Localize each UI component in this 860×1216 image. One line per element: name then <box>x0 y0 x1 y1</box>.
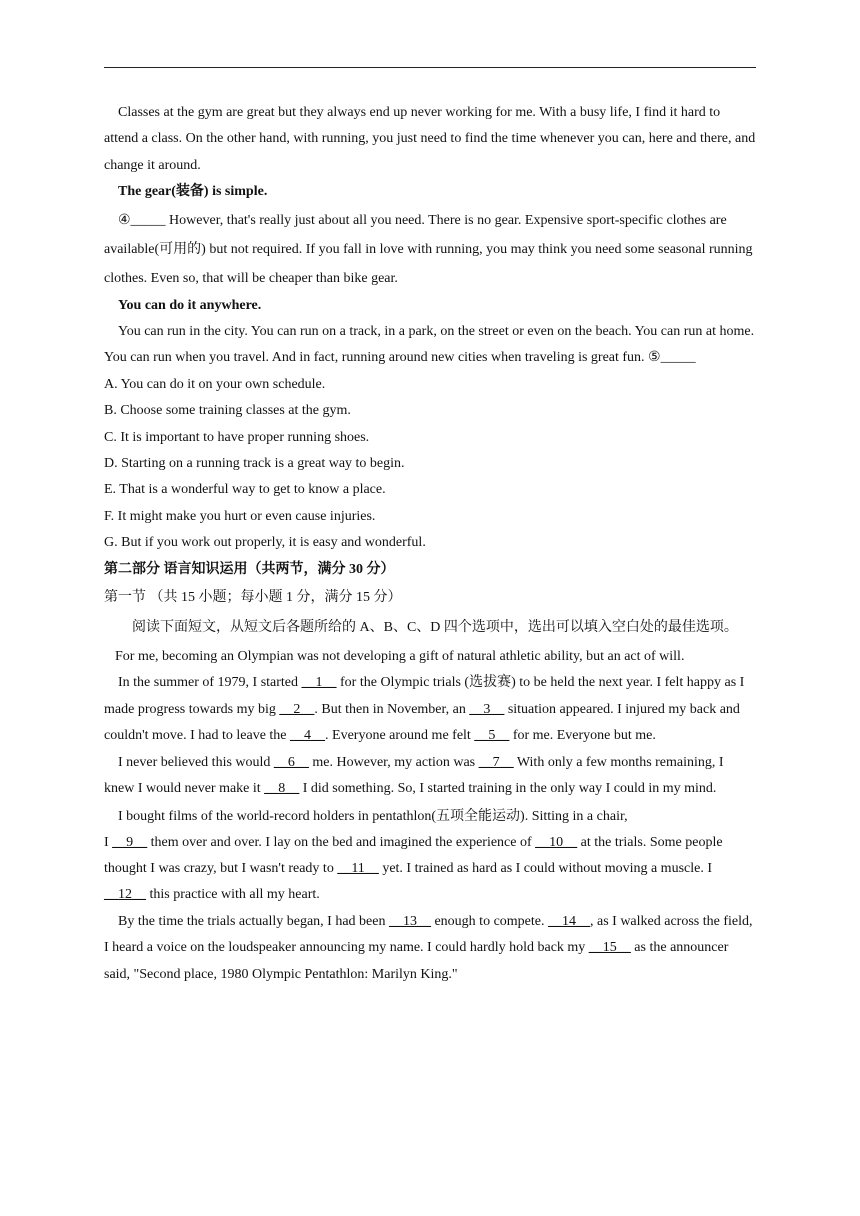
cloze-text: I never believed this would <box>118 754 274 770</box>
subheading-anywhere: You can do it anywhere. <box>118 297 262 313</box>
cloze-text: them over and over. I lay on the bed and imagined the experience of <box>147 834 536 850</box>
option-f: F. It might make you hurt or even cause injuries. <box>104 508 376 524</box>
cloze-paragraph-4 <box>104 909 756 988</box>
header-rule <box>104 67 756 68</box>
blank-7: __7__ <box>478 754 514 770</box>
blank-6: __6__ <box>273 754 309 770</box>
cloze-text: situation appeared. I injured my back and couldn't move. I had to leave the <box>104 701 740 744</box>
cloze-text: me. However, my action was <box>308 754 479 770</box>
option-e: E. That is a wonderful way to get to know a place. <box>104 482 386 498</box>
cloze-text: at the trials. Some people thought I was crazy, but I wasn't ready to <box>104 834 723 876</box>
cloze-text: I did something. So, I started training in the only way I could in my mind. <box>299 781 717 797</box>
passage-paragraph-3: You can run in the city. You can run on a track, in a park, on the street or even on the beach. You can run at home. You can run when you travel. And in fact, running around new cities when traveling is great fun. ⑤_____ <box>104 324 755 366</box>
cloze-paragraph-1 <box>104 670 756 750</box>
cloze-instruction: 阅读下面短文，从短文后各题所给的 A、B、C、D 四个选项中，选出可以填入空白处的最佳选项。 <box>132 619 738 635</box>
blank-9: __9__ <box>112 834 148 850</box>
cloze-text: , as I walked across the field, I heard a voice on the loudspeaker announcing my name. I could hardly hold back my <box>104 913 753 956</box>
cloze-paragraph-2 <box>104 750 756 803</box>
option-a: A. You can do it on your own schedule. <box>104 376 326 392</box>
cloze-text: With only a few months remaining, I knew I would never make it <box>104 754 724 797</box>
blank-8: __8__ <box>264 781 300 797</box>
cloze-text: as the announcer said, "Second place, 1980 Olympic Pentathlon: Marilyn King." <box>104 940 729 982</box>
blank-1: __1__ <box>301 674 337 690</box>
option-g: G. But if you work out properly, it is easy and wonderful. <box>104 535 426 551</box>
blank-11: __11__ <box>337 860 379 876</box>
cloze-paragraph-0: For me, becoming an Olympian was not developing a gift of natural athletic ability, but an act of will. <box>115 648 685 664</box>
option-b: B. Choose some training classes at the gym. <box>104 403 351 419</box>
options-list <box>104 372 756 557</box>
cloze-text: . But then in November, an <box>314 701 470 717</box>
cloze-text: enough to compete. <box>430 913 548 929</box>
blank-15: __15__ <box>588 940 631 956</box>
cloze-paragraph-3b <box>104 830 756 909</box>
option-c: C. It is important to have proper running shoes. <box>104 429 370 445</box>
cloze-text: I <box>104 834 113 850</box>
cloze-text: this practice with all my heart. <box>146 887 320 903</box>
subheading-gear: The gear(装备) is simple. <box>118 184 268 200</box>
part-two-title: 第二部分 语言知识运用（共两节，满分 30 分） <box>104 561 395 577</box>
blank-5: __5__ <box>474 728 510 744</box>
passage-paragraph-1: Classes at the gym are great but they always end up never working for me. With a busy life, I find it hard to attend a class. On the other hand, with running, you just need to find the time whenever you can, here and there, and change it around. <box>104 105 756 173</box>
blank-3: __3__ <box>469 701 505 717</box>
blank-13: __13__ <box>388 913 431 929</box>
cloze-text: yet. I trained as hard as I could without moving a muscle. I <box>378 860 713 876</box>
blank-14: __14__ <box>548 913 590 929</box>
cloze-text: In the summer of 1979, I started <box>118 674 302 690</box>
cloze-text: for me. Everyone but me. <box>509 728 656 744</box>
blank-10: __10__ <box>535 834 578 850</box>
cloze-text: By the time the trials actually began, I had been <box>118 913 389 929</box>
section-one-title: 第一节 （共 15 小题；每小题 1 分，满分 15 分） <box>104 590 402 606</box>
document-body <box>104 100 756 988</box>
passage-paragraph-2: ④_____ However, that's really just about all you need. There is no gear. Expensive sport-specific clothes are available(可用的) but not required. If you fall in love with running, you may think you need some seasonal running clothes. Even so, that will be cheaper than bike gear. <box>104 212 753 286</box>
cloze-text: . Everyone around me felt <box>325 728 475 744</box>
cloze-text: for the Olympic trials (选拔赛) to be held the next year. I felt happy as I made progress towards my big <box>104 674 745 717</box>
blank-2: __2__ <box>279 701 315 717</box>
cloze-paragraph-3a: I bought films of the world-record holders in pentathlon(五项全能运动). Sitting in a chair, <box>118 808 628 824</box>
blank-4: __4__ <box>290 728 326 744</box>
option-d: D. Starting on a running track is a great way to begin. <box>104 456 405 472</box>
blank-12: __12__ <box>104 887 146 903</box>
